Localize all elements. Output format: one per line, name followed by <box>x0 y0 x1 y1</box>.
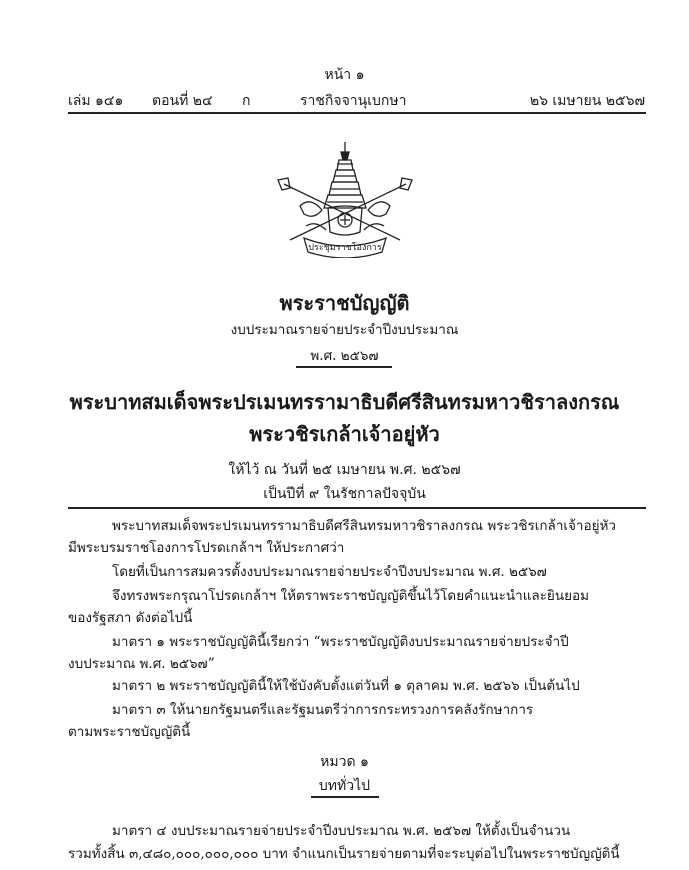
section-2-line: มาตรา ๒ พระราชบัญญัตินี้ให้ใช้บังคับตั้งแต่วันที่ ๑ ตุลาคม พ.ศ. ๒๕๖๖ เป็นต้นไป <box>112 678 580 694</box>
body-line: มีพระบรมราชโองการโปรดเกล้าฯ ให้ประกาศว่า <box>68 540 345 556</box>
body-line: จึงทรงพระกรุณาโปรดเกล้าฯ ให้ตราพระราชบัญญัติขึ้นไว้โดยคำแนะนำและยินยอม <box>112 588 589 604</box>
body-line: พระบาทสมเด็จพระปรเมนทรรามาธิบดีศรีสินทรมหาวชิราลงกรณ พระวชิรเกล้าเจ้าอยู่หัว <box>112 518 617 534</box>
section-3-line: ตามพระราชบัญญัตินี้ <box>68 724 191 740</box>
section-3-line: มาตรา ๓ ให้นายกรัฐมนตรีและรัฐมนตรีว่าการกระทรวงการคลังรักษาการ <box>112 702 534 718</box>
act-title: พระราชบัญญัติ <box>279 291 410 315</box>
body-line: โดยที่เป็นการสมควรตั้งงบประมาณรายจ่ายประจำปีงบประมาณ พ.ศ. ๒๕๖๗ <box>112 564 547 580</box>
section-1-line: มาตรา ๑ พระราชบัญญัตินี้เรียกว่า “พระราชบัญญัติงบประมาณรายจ่ายประจำปี <box>112 634 569 650</box>
chapter-rule <box>311 796 379 798</box>
publication-date: ๒๖ เมษายน ๒๕๖๗ <box>529 93 645 109</box>
king-name-line2: พระวชิรเกล้าเจ้าอยู่หัว <box>249 422 440 446</box>
section-4-line: มาตรา ๔ งบประมาณรายจ่ายประจำปีงบประมาณ พ.ศ. ๒๕๖๗ ให้ตั้งเป็นจำนวน <box>112 823 571 839</box>
chapter-name: บททั่วไป <box>318 778 371 794</box>
chapter-number: หมวด ๑ <box>320 754 369 770</box>
section-1-line: งบประมาณ พ.ศ. ๒๕๖๗” <box>68 656 215 672</box>
page-number: หน้า ๑ <box>324 67 365 83</box>
preamble-rule <box>68 507 646 509</box>
title-rule <box>296 366 392 368</box>
section-number: ตอนที่ ๒๔ <box>152 93 213 109</box>
royal-emblem-icon <box>270 140 420 258</box>
header-rule <box>68 112 646 114</box>
act-subtitle: งบประมาณรายจ่ายประจำปีงบประมาณ <box>230 322 459 338</box>
volume-number: เล่ม ๑๔๑ <box>68 93 124 109</box>
act-year: พ.ศ. ๒๕๖๗ <box>310 348 379 364</box>
body-line: ของรัฐสภา ดังต่อไปนี้ <box>68 610 193 626</box>
king-name-line1: พระบาทสมเด็จพระปรเมนทรรามาธิบดีศรีสินทรมหาวชิราลงกรณ <box>69 390 620 414</box>
gazette-name: ราชกิจจานุเบกษา <box>300 93 407 109</box>
emblem-ribbon-text: ประชุมราชโองการ <box>308 243 382 253</box>
section-letter: ก <box>242 93 251 109</box>
given-date: ให้ไว้ ณ วันที่ ๒๕ เมษายน พ.ศ. ๒๕๖๗ <box>228 462 461 478</box>
reign-year: เป็นปีที่ ๙ ในรัชกาลปัจจุบัน <box>263 486 426 502</box>
section-4-line: รวมทั้งสิ้น ๓,๔๘๐,๐๐๐,๐๐๐,๐๐๐ บาท จำแนกเป็นรายจ่ายตามที่จะระบุต่อไปในพระราชบัญญัตินี้ <box>68 846 620 862</box>
